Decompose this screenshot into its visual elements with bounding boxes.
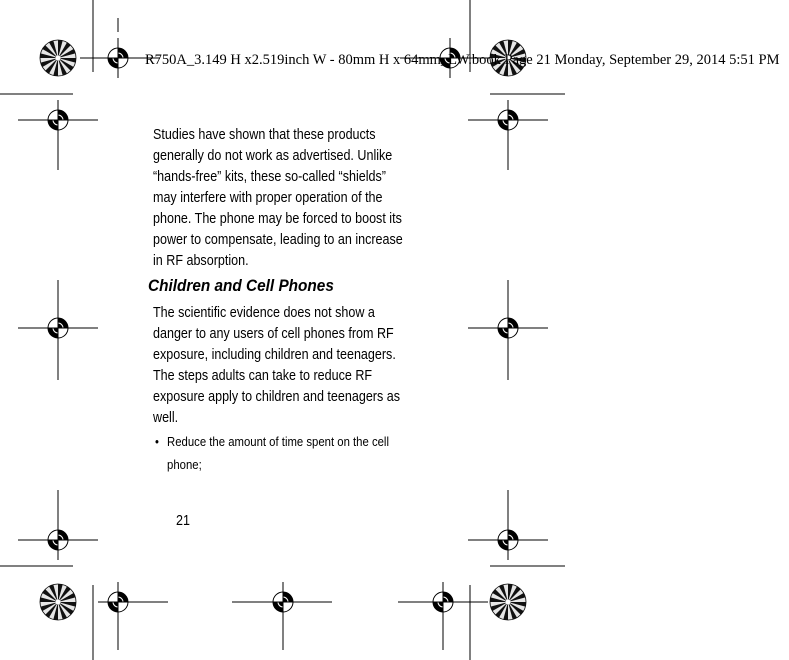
paragraph-line: danger to any users of cell phones from RF — [153, 326, 394, 342]
paragraph-line: The steps adults can take to reduce RF — [153, 368, 373, 384]
bullet-item — [155, 430, 430, 476]
bullet-line: phone; — [167, 457, 202, 472]
page-number: 21 — [176, 513, 190, 529]
color-starburst-icon — [40, 40, 76, 76]
paragraph-shields — [153, 125, 433, 272]
paragraph-line: well. — [153, 410, 179, 426]
paragraph-line: phone. The phone may be forced to boost its — [153, 211, 402, 227]
color-starburst-icon — [490, 584, 526, 620]
print-header-slug: R750A_3.149 H x2.519inch W - 80mm H x 64mm_LW.book Page 21 Monday, September 29, 2014 5:51 PM — [145, 52, 780, 68]
paragraph-line: exposure apply to children and teenagers as — [153, 389, 400, 405]
paragraph-line: in RF absorption. — [153, 253, 249, 269]
bullet-line: Reduce the amount of time spent on the cell — [167, 434, 389, 449]
color-starburst-icon — [40, 584, 76, 620]
paragraph-line: exposure, including children and teenagers. — [153, 347, 396, 363]
paragraph-line: Studies have shown that these products — [153, 127, 376, 143]
paragraph-line: The scientific evidence does not show a — [153, 305, 375, 321]
paragraph-line: power to compensate, leading to an increase — [153, 232, 403, 248]
bullet-dot-icon: • — [155, 434, 159, 449]
paragraph-line: generally do not work as advertised. Unlike — [153, 148, 393, 164]
paragraph-children — [153, 303, 433, 429]
paragraph-line: may interfere with proper operation of the — [153, 190, 383, 206]
section-heading: Children and Cell Phones — [148, 277, 334, 295]
paragraph-line: “hands-free” kits, these so-called “shields” — [153, 169, 386, 185]
